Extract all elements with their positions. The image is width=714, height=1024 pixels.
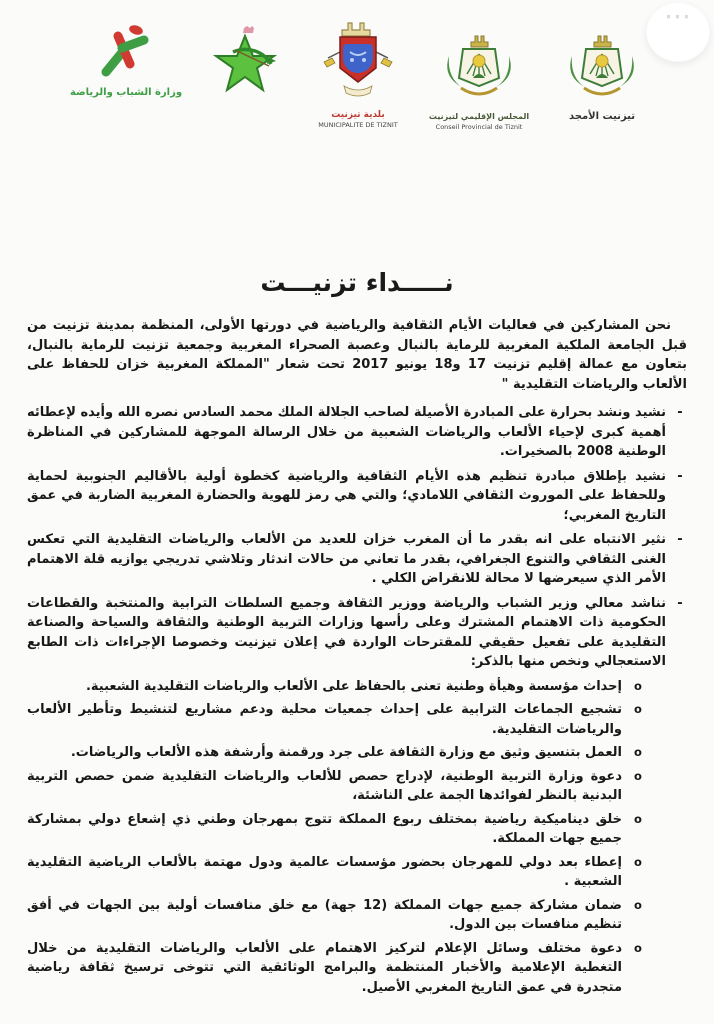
sub-bullet-item — [27, 896, 645, 935]
dash-marker: - — [677, 532, 683, 547]
document-body — [27, 316, 687, 1001]
bullet-text: نشيد بإطلاق مبادرة تنظيم هذه الأيام الثقافية والرياضية كخطوة أولية بالأقاليم الجنوبية لحماية وللحفاظ على الموروث الثقافي اللامادي؛ والتي هي رمز للهوية والحضارة المغربية الضاربة في عمق التاريخ المغربي؛ — [27, 468, 666, 523]
sub-bullet-item — [27, 939, 645, 998]
sub-bullet-text: خلق ديناميكية رياضية بمختلف ربوع المملكة تتوج بمهرجان وطني ذي إشعاع دولي بمشاركة جميع جهات المملكة. — [27, 811, 622, 846]
circle-marker: o — [634, 854, 642, 869]
sub-bullet-text: ضمان مشاركة جميع جهات المملكة (12 جهة) مع خلق منافسات أولية بين الجهات في أفق تنظيم منافسات بين الدول. — [27, 897, 622, 932]
sub-bullet-item — [27, 810, 645, 849]
sub-bullet-item — [27, 853, 645, 892]
municipality-caption-fr: MUNICIPALITE DE TIZNIT — [318, 121, 398, 129]
main-bullet-list — [27, 403, 687, 672]
sub-bullet-text: إحداث مؤسسة وهيأة وطنية تعنى بالحفاظ على الألعاب والرياضات التقليدية الشعبية. — [85, 678, 622, 694]
province-emblem-icon — [556, 34, 648, 108]
bullet-text: نناشد معالي وزير الشباب والرياضة ووزير الثقافة وجميع السلطات الترابية والمنتخبة والقطاعات الحكومية ذات الاهتمام المشترك وعلى رأسها وزارات التربية الوطنية والثقافة والسياحة والصناعة التقليدية على تفعيل حقيقي للمقترحات الواردة في إعلان تيزنيت وخصوصا الإجراءات ذات الطابع الاستعجالي ونخص منها بالذكر: — [27, 595, 666, 669]
sub-bullet-text: دعوة مختلف وسائل الإعلام لتركيز الاهتمام على الألعاب والرياضات التقليدية من خلال التغطية الإعلامية والأخبار المنتظمة والبرامج الوثائقية التي تتوخى ترسيخ ثقافة رياضية متجدرة في عمق التاريخ المغربي الأصيل. — [27, 940, 622, 995]
circle-marker: o — [634, 745, 642, 759]
bullet-item — [27, 403, 687, 462]
council-emblem-icon — [433, 34, 525, 108]
circle-marker: o — [634, 768, 642, 783]
logos-row — [0, 20, 714, 131]
provincial-council-tiznit-logo — [425, 34, 533, 131]
sub-bullet-text: إعطاء بعد دولي للمهرجان بحضور مؤسسات عالمية ودول مهتمة بالألعاب الرياضية التقليدية الشعبية . — [27, 854, 622, 889]
tiznit-province-emblem-logo — [548, 34, 656, 123]
sub-bullet-item — [27, 743, 645, 763]
sub-bullet-item — [27, 677, 645, 697]
circle-marker: o — [634, 897, 642, 912]
bullet-item — [27, 467, 687, 526]
circle-marker: o — [634, 811, 642, 826]
bullet-text: نشيد ونشد بحرارة على المبادرة الأصيلة لصاحب الجلالة الملك محمد السادس نصره الله وأيده لإعطائه أهمية كبرى لإحياء الألعاب والرياضات الشعبية من خلال الرسالة الموجهة للمشاركين في المناظرة الوطنية 2008 بالصخيرات. — [27, 405, 666, 459]
ministry-caption: وزارة الشباب والرياضة — [69, 87, 183, 98]
municipality-tiznit-logo — [306, 20, 410, 129]
archery-star-icon — [211, 26, 285, 106]
circle-marker: o — [634, 678, 642, 693]
page-title: نـــــداء تزنيـــت — [260, 268, 454, 297]
sub-bullet-item — [27, 767, 645, 806]
dash-marker: - — [677, 468, 683, 484]
ellipsis-icon: ⋯ — [664, 1, 692, 32]
circle-marker: o — [634, 702, 642, 716]
sub-bullet-item — [27, 700, 645, 739]
municipality-crest-icon — [314, 20, 402, 106]
municipality-caption-ar: بلدية تيزنيت — [331, 110, 385, 120]
sub-bullet-list — [27, 677, 645, 998]
dash-marker: - — [677, 405, 683, 420]
sub-bullet-text: العمل بتنسيق وثيق مع وزارة الثقافة على جرد ورقمنة وأرشفة هذه الألعاب والرياضات. — [70, 745, 622, 760]
bullet-item — [27, 530, 687, 589]
sub-bullet-text: تشجيع الجماعات الترابية على إحداث جمعيات محلية ودعم مشاريع لتنشيط وتأطير الألعاب والرياضات التقليدية. — [27, 702, 622, 737]
intro-paragraph: نحن المشاركين في فعاليات الأيام الثقافية والرياضية في دورتها الأولى، المنظمة بمدينة تزنيت من قبل الجامعة الملكية المغربية للرماية بالنبال وعصبة الصحراء المغربية وجمعية تزنيت للرماية بالنبال، بتعاون مع عمالة إقليم تزنيت 17 و18 يونيو 2017 تحت شعار "المملكة المغربية خزان للحفاظ على الألعاب والرياضات التقليدية " — [27, 318, 688, 392]
ministry-figure-icon — [94, 20, 158, 84]
council-caption-fr: Conseil Provincial de Tiznit — [435, 123, 523, 131]
council-caption-ar: المجلس الإقليمي لتيزنيت — [428, 112, 530, 121]
sub-bullet-text: دعوة وزارة التربية الوطنية، لإدراج حصص للألعاب والرياضات التقليدية ضمن حصص التربية البدنية بالنظر لفوائدها الجمة على الناشئة، — [27, 768, 622, 803]
archery-federation-logo — [205, 26, 291, 106]
province-caption-ar: تيزنيت الأمجد — [568, 111, 635, 122]
bullet-text: نثير الانتباه على انه بقدر ما أن المغرب خزان للعديد من الألعاب والرياضات التقليدية التي تعكس الغنى الثقافي والتنوع الجغرافي، بقدر ما تعاني من حالات اندثار وتلاشي تدريجي يوازيه قلة الاهتمام الأمر الذي سيعرضها لا محالة للانقراض الكلي . — [27, 532, 666, 586]
ministry-youth-sports-logo — [62, 20, 190, 99]
bullet-item — [27, 594, 687, 672]
circle-marker: o — [634, 940, 642, 955]
dash-marker: - — [677, 595, 683, 611]
